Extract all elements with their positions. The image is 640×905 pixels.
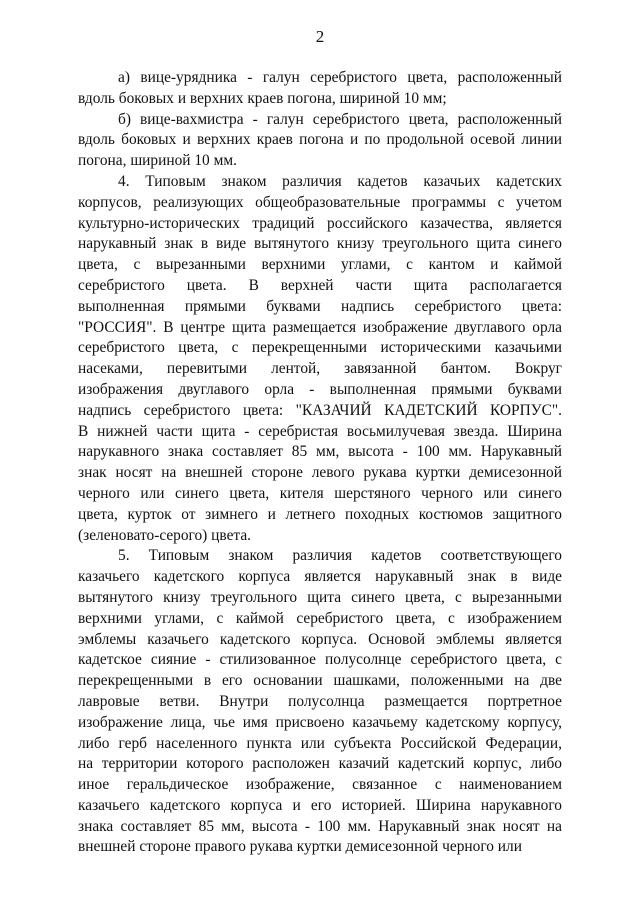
document-body	[78, 68, 562, 858]
text-line: погона, шириной 10 мм.	[78, 152, 237, 170]
text-line: нарукавного знака составляет 85 мм, высота - 100 мм. Нарукавный	[78, 443, 562, 461]
text-line: вдоль боковых и верхних краев погона, шириной 10 мм;	[78, 89, 447, 107]
text-line: (зеленовато-серого) цвета.	[78, 526, 251, 544]
text-line: черного или синего цвета, кителя шерстяного черного или синего	[78, 484, 562, 502]
text-line: "РОССИЯ". В центре щита размещается изображение двуглавого орла	[78, 318, 562, 336]
text-line: надпись серебристого цвета: "КАЗАЧИЙ КАДЕТСКИЙ КОРПУС".	[78, 401, 562, 419]
text-line: выполненная прямыми буквами надпись серебристого цвета:	[78, 297, 562, 315]
text-line: верхними углами, с каймой серебристого цвета, с изображением	[78, 609, 562, 627]
text-line: насеками, перевитыми лентой, завязанной бантом. Вокруг	[78, 360, 562, 378]
text-line: б) вице-вахмистра - галун серебристого цвета, расположенный	[118, 110, 562, 128]
text-line: а) вице-урядника - галун серебристого цвета, расположенный	[118, 69, 562, 86]
text-line: знак носят на внешней стороне левого рукава куртки демисезонной	[78, 464, 562, 482]
text-line: знака составляет 85 мм, высота - 100 мм. Нарукавный знак носят на	[78, 817, 562, 835]
text-line: серебристого цвета, с перекрещенными историческими казачьими	[78, 339, 562, 357]
text-line: серебристого цвета. В верхней части щита располагается	[78, 276, 562, 294]
paragraph-4	[78, 172, 562, 546]
text-line: вытянутого книзу треугольного щита синего цвета, с вырезанными	[78, 588, 562, 606]
page-number: 2	[315, 27, 325, 46]
text-line: цвета, курток от зимнего и летнего походных костюмов защитного	[78, 505, 562, 523]
text-line: цвета, с вырезанными верхними углами, с кантом и каймой	[78, 256, 562, 274]
text-line: либо герб населенного пункта или субъекта Российской Федерации,	[78, 734, 562, 752]
text-line: перекрещенными в его основании шашками, положенными на две	[78, 672, 562, 690]
text-line: казачьего кадетского корпуса является нарукавный знак в виде	[78, 568, 562, 586]
text-line: казачьего кадетского корпуса и его историей. Ширина нарукавного	[78, 796, 562, 814]
text-line: 5. Типовым знаком различия кадетов соответствующего	[118, 547, 562, 565]
text-line: внешней стороне правого рукава куртки демисезонной черного или	[78, 838, 522, 856]
text-line: вдоль боковых и верхних краев погона и по продольной осевой линии	[78, 131, 562, 149]
text-line: на территории которого расположен казачий кадетский корпус, либо	[78, 755, 562, 773]
text-line: иное геральдическое изображение, связанное с наименованием	[78, 776, 562, 794]
paragraph-a	[78, 68, 562, 110]
text-line: корпусов, реализующих общеобразовательные программы с учетом	[78, 193, 562, 211]
paragraph-b	[78, 110, 562, 172]
text-line: лавровые ветви. Внутри полусолнца размещается портретное	[78, 692, 562, 710]
text-line: 4. Типовым знаком различия кадетов казачьих кадетских	[118, 172, 562, 190]
text-line: нарукавный знак в виде вытянутого книзу треугольного щита синего	[78, 235, 562, 253]
text-line: культурно-исторических традиций российского казачества, является	[78, 214, 562, 232]
text-line: кадетское сияние - стилизованное полусолнце серебристого цвета, с	[78, 651, 562, 669]
text-line: изображения двуглавого орла - выполненная прямыми буквами	[78, 380, 562, 398]
text-line: эмблемы казачьего кадетского корпуса. Основой эмблемы является	[78, 630, 562, 648]
text-line: изображение лица, чье имя присвоено казачьему кадетскому корпусу,	[78, 713, 562, 731]
paragraph-5	[78, 546, 562, 858]
text-line: В нижней части щита - серебристая восьмилучевая звезда. Ширина	[78, 422, 562, 440]
